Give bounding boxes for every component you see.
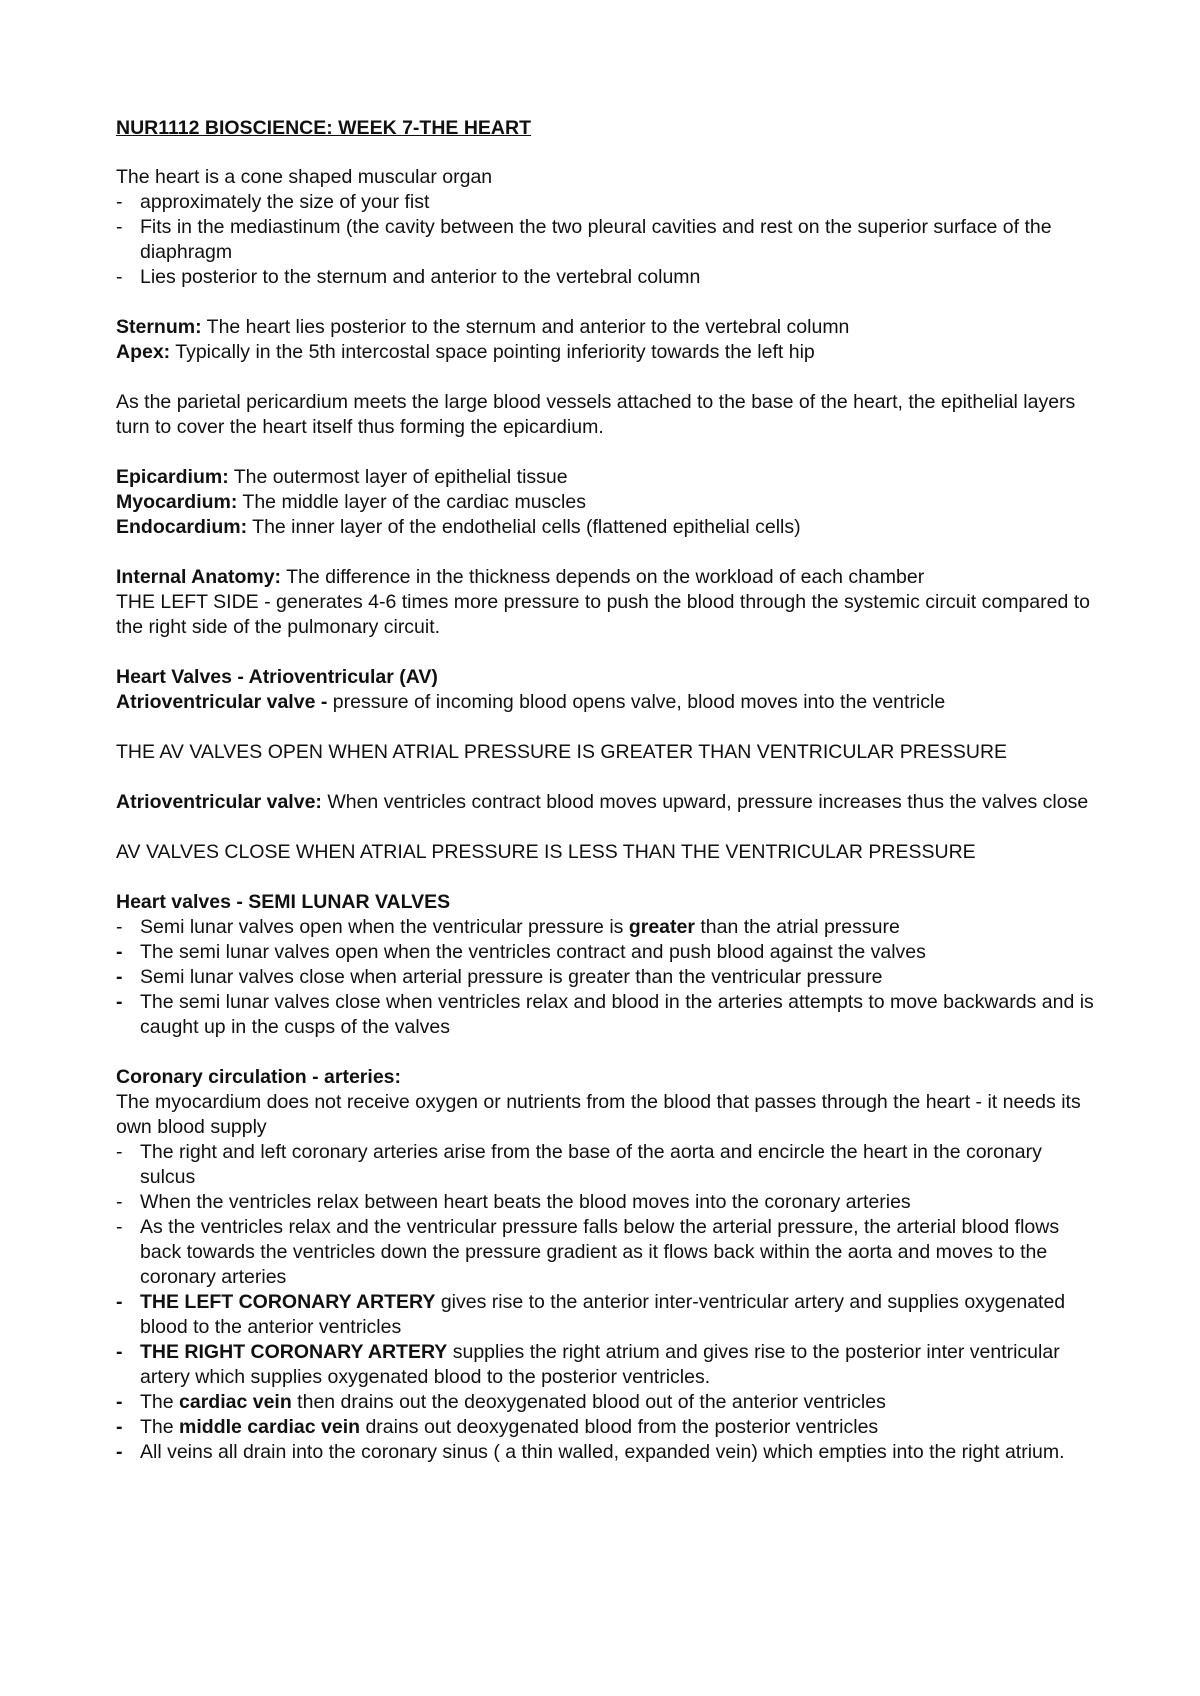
apex-label: Apex: [116,341,171,363]
epicardium-text: The outermost layer of epithelial tissue [228,466,568,488]
semilunar-heading [116,890,1096,915]
coronary-heading [116,1065,1096,1090]
endocardium-label: Endocardium: [116,516,248,538]
apex-text: Typically in the 5th intercostal space pointing inferiority towards the left hip [170,341,815,363]
cardiac-vein-label: cardiac vein [179,1391,292,1413]
list-item: - The semi lunar valves close when ventricles relax and blood in the arteries attempts to move backwards and is caught up in the cusps of the valves [116,990,1096,1040]
intro-list [116,190,1096,290]
av-open-text: pressure of incoming blood opens valve, blood moves into the ventricle [327,691,946,713]
internal-anatomy-line [116,565,1096,590]
list-item: - approximately the size of your fist [116,190,1096,215]
cardiac-vein-text: then drains out the deoxygenated blood out of the anterior ventricles [291,1391,886,1413]
list-item [116,1290,1096,1340]
list-item-text: The [140,1391,180,1413]
middle-cardiac-vein-text: drains out deoxygenated blood from the posterior ventricles [360,1416,879,1438]
endocardium-text: The inner layer of the endothelial cells (flattened epithelial cells) [247,516,801,538]
left-side-paragraph: THE LEFT SIDE - generates 4-6 times more pressure to push the blood through the systemic circuit compared to the right side of the pulmonary circuit. [116,591,1090,638]
list-item: - All veins all drain into the coronary sinus ( a thin walled, expanded vein) which empties into the right atrium. [116,1440,1096,1465]
av-open-rule: THE AV VALVES OPEN WHEN ATRIAL PRESSURE IS GREATER THAN VENTRICULAR PRESSURE [116,741,1008,763]
epicardium-label: Epicardium: [116,466,229,488]
list-item [116,1390,1096,1415]
sternum-line [116,315,1096,340]
intro-lead: The heart is a cone shaped muscular organ [116,166,493,188]
list-item [116,1415,1096,1440]
left-coronary-text: gives rise to the anterior inter-ventricular artery and supplies oxygenated blood to the anterior ventricles [140,1291,1066,1338]
right-coronary-text: supplies the right atrium and gives rise to the posterior inter ventricular artery which supplies oxygenated blood to the posterior ventricles. [140,1341,1060,1388]
av-open-line [116,690,1096,715]
list-item: - When the ventricles relax between heart beats the blood moves into the coronary arteries [116,1190,1096,1215]
internal-anatomy-label: Internal Anatomy: [116,566,282,588]
list-item [116,1340,1096,1390]
myocardium-text: The middle layer of the cardiac muscles [237,491,586,513]
list-item: - Lies posterior to the sternum and anterior to the vertebral column [116,265,1096,290]
myocardium-line [116,490,1096,515]
epicardium-line [116,465,1096,490]
internal-anatomy-text: The difference in the thickness depends on the workload of each chamber [281,566,925,588]
list-item: - As the ventricles relax and the ventricular pressure falls below the arterial pressure, the arterial blood flows back towards the ventricles down the pressure gradient as it flows back within the aorta and moves to the coronary arteries [116,1215,1096,1290]
sternum-label: Sternum: [116,316,202,338]
coronary-intro: The myocardium does not receive oxygen or nutrients from the blood that passes through the heart - it needs its own blood supply [116,1091,1081,1138]
av-label: Atrioventricular valve: [116,791,322,813]
page-title: NUR1112 BIOSCIENCE: WEEK 7-THE HEART [116,117,531,139]
right-coronary-label: THE RIGHT CORONARY ARTERY [140,1341,448,1363]
av-label: Atrioventricular valve - [116,691,328,713]
pericardium-paragraph: As the parietal pericardium meets the large blood vessels attached to the base of the heart, the epithelial layers turn to cover the heart itself thus forming the epicardium. [116,391,1076,438]
myocardium-label: Myocardium: [116,491,238,513]
av-close-line [116,790,1096,815]
list-item: - Semi lunar valves close when arterial pressure is greater than the ventricular pressure [116,965,1096,990]
semilunar-list [116,915,1096,1040]
coronary-list [116,1140,1096,1465]
coronary-heading-text: Coronary circulation - arteries: [116,1066,401,1088]
list-item: - Fits in the mediastinum (the cavity between the two pleural cavities and rest on the superior surface of the diaphragm [116,215,1096,265]
av-close-rule: AV VALVES CLOSE WHEN ATRIAL PRESSURE IS LESS THAN THE VENTRICULAR PRESSURE [116,841,976,863]
left-coronary-label: THE LEFT CORONARY ARTERY [140,1291,436,1313]
list-item: - The semi lunar valves open when the ventricles contract and push blood against the valves [116,940,1096,965]
list-item: - The right and left coronary arteries arise from the base of the aorta and encircle the heart in the coronary sulcus [116,1140,1096,1190]
semilunar-heading-text: Heart valves - SEMI LUNAR VALVES [116,891,451,913]
list-item [116,915,1096,940]
document-page [116,116,1096,1465]
emphasis-greater: greater [628,916,695,938]
list-item-text: Semi lunar valves open when the ventricular pressure is [140,916,629,938]
middle-cardiac-vein-label: middle cardiac vein [179,1416,361,1438]
av-heading-text: Heart Valves - Atrioventricular (AV) [116,666,438,688]
list-item-text: than the atrial pressure [694,916,900,938]
av-close-text: When ventricles contract blood moves upward, pressure increases thus the valves close [321,791,1089,813]
sternum-text: The heart lies posterior to the sternum and anterior to the vertebral column [201,316,850,338]
apex-line [116,340,1096,365]
list-item-text: The [140,1416,180,1438]
endocardium-line [116,515,1096,540]
av-heading [116,665,1096,690]
